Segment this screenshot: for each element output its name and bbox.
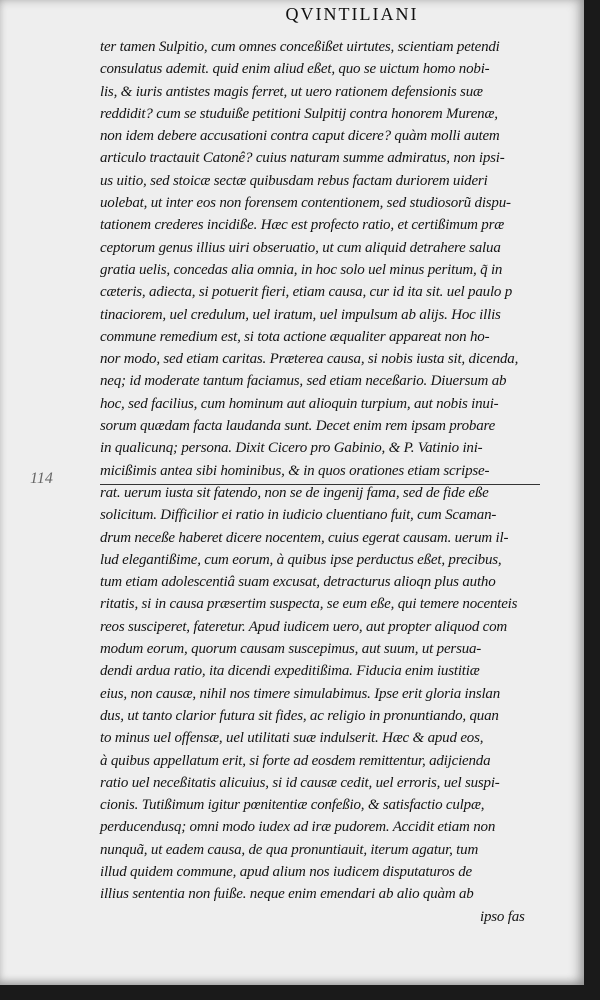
text-line: perducendusq; omni modo iudex ad iræ pudorem. Accidit etiam non xyxy=(100,819,496,836)
marginal-note: 114 xyxy=(30,470,53,487)
text-line: illius sententia non fuiße. neque enim emendari ab alio quàm ab xyxy=(100,886,474,903)
text-line: à quibus appellatum erit, si forte ad eosdem remittentur, adijcienda xyxy=(100,752,491,769)
text-line: articulo tractauit Catonê? cuius naturam summe admiratus, non ipsi- xyxy=(100,150,505,167)
text-line: cæteris, adiecta, si potuerit fieri, etiam causa, cur id ita sit. uel paulo p xyxy=(100,284,513,301)
text-line: dendi ardua ratio, ita dicendi expeditißima. Fiducia enim iustitiæ xyxy=(100,663,480,680)
text-line: ratio uel neceßitatis alicuius, si id causæ cedit, uel erroris, uel suspi- xyxy=(100,774,500,791)
text-line: solicitum. Difficilior ei ratio in iudicio cluentiano fuit, cum Scaman- xyxy=(100,507,497,524)
text-line: us uitio, sed stoicæ sectæ quibusdam rebus factam duriorem uideri xyxy=(100,172,488,189)
text-line-catchword: ipso fas xyxy=(480,908,525,925)
text-line: nor modo, sed etiam caritas. Præterea causa, si nobis iusta sit, dicenda, xyxy=(100,351,519,368)
text-line: gratia uelis, concedas alia omnia, in hoc solo uel minus peritum, q̃ in xyxy=(100,261,503,278)
text-line: tum etiam adolescentiâ suam excusat, detracturus alioqn plus autho xyxy=(100,574,496,591)
text-line: drum neceße haberet dicere nocentem, cuius egerat causam. uerum il- xyxy=(100,529,509,546)
text-line: lud elegantißime, cum eorum, à quibus ipse perductus eßet, precibus, xyxy=(100,551,502,568)
text-line: cionis. Tutißimum igitur pœnitentiæ confeßio, & satisfactio culpæ, xyxy=(100,797,485,814)
text-line: eius, non causæ, nihil nos timere simulabimus. Ipse erit gloria inslan xyxy=(100,685,501,702)
text-line: uolebat, ut inter eos non forensem contentionem, sed studiosorũ dispu- xyxy=(100,195,511,212)
text-line: modum eorum, quorum causam suscepimus, aut suum, ut persua- xyxy=(100,641,482,658)
text-line: reos susciperet, fateretur. Apud iudicem uero, aut propter aliquod com xyxy=(100,618,508,635)
text-line: to minus uel offensæ, uel utilitati suæ indulserit. Hæc & apud eos, xyxy=(100,730,484,747)
text-line: ceptorum genus illius uiri obseruatio, ut cum aliquid detrahere salua xyxy=(100,239,501,256)
text-line: sorum quædam facta laudanda sunt. Decet enim rem ipsam probare xyxy=(100,418,496,435)
body-text xyxy=(100,36,570,928)
text-line: hoc, sed facilius, cum hominum aut alioquin turpium, aut nobis inui- xyxy=(100,395,499,412)
text-line: nunquã, ut eadem causa, de qua pronuntiauit, iterum agatur, tum xyxy=(100,841,479,858)
text-line: neq; id moderate tantum faciamus, sed etiam neceßario. Diuersum ab xyxy=(100,373,507,390)
text-line: ritatis, si in causa præsertim suspecta, se eum eße, qui temere nocenteis xyxy=(100,596,518,613)
text-line: commune remedium est, si tota actione æqualiter appareat non ho- xyxy=(100,328,490,345)
text-line: dus, ut tanto clarior futura sit fides, ac religio in pronuntiando, quan xyxy=(100,707,499,724)
text-line: consulatus ademit. quid enim aliud eßet, quo se uictum homo nobi- xyxy=(100,61,490,78)
text-line: ter tamen Sulpitio, cum omnes conceßißet uirtutes, scientiam petendi xyxy=(100,39,500,55)
text-line: illud quidem commune, apud alium nos iudicem disputaturos de xyxy=(100,863,472,880)
text-line: tinaciorem, uel credulum, uel iratum, uel impulsum ab alijs. Hoc illis xyxy=(100,306,501,323)
text-line: in qualicunq; persona. Dixit Cicero pro Gabinio, & P. Vatinio ini- xyxy=(100,440,483,457)
text-line: lis, & iuris antistes magis ferret, ut uero rationem defensionis suæ xyxy=(100,83,483,100)
text-line: micißimis antea sibi hominibus, & in quos orationes etiam scripse- xyxy=(100,462,490,479)
running-head: QVINTILIANI xyxy=(285,4,419,24)
text-line: tationem crederes incidiße. Hæc est profecto ratio, et certißimum præ xyxy=(100,217,505,234)
text-line: reddidit? cum se studuiße petitioni Sulpitij contra honorem Murenæ, xyxy=(100,105,498,122)
text-line: rat. uerum iusta sit fatendo, non se de ingenij fama, sed de fide eße xyxy=(100,484,489,501)
text-line: non idem debere accusationi contra caput dicere? quàm molli autem xyxy=(100,128,500,145)
